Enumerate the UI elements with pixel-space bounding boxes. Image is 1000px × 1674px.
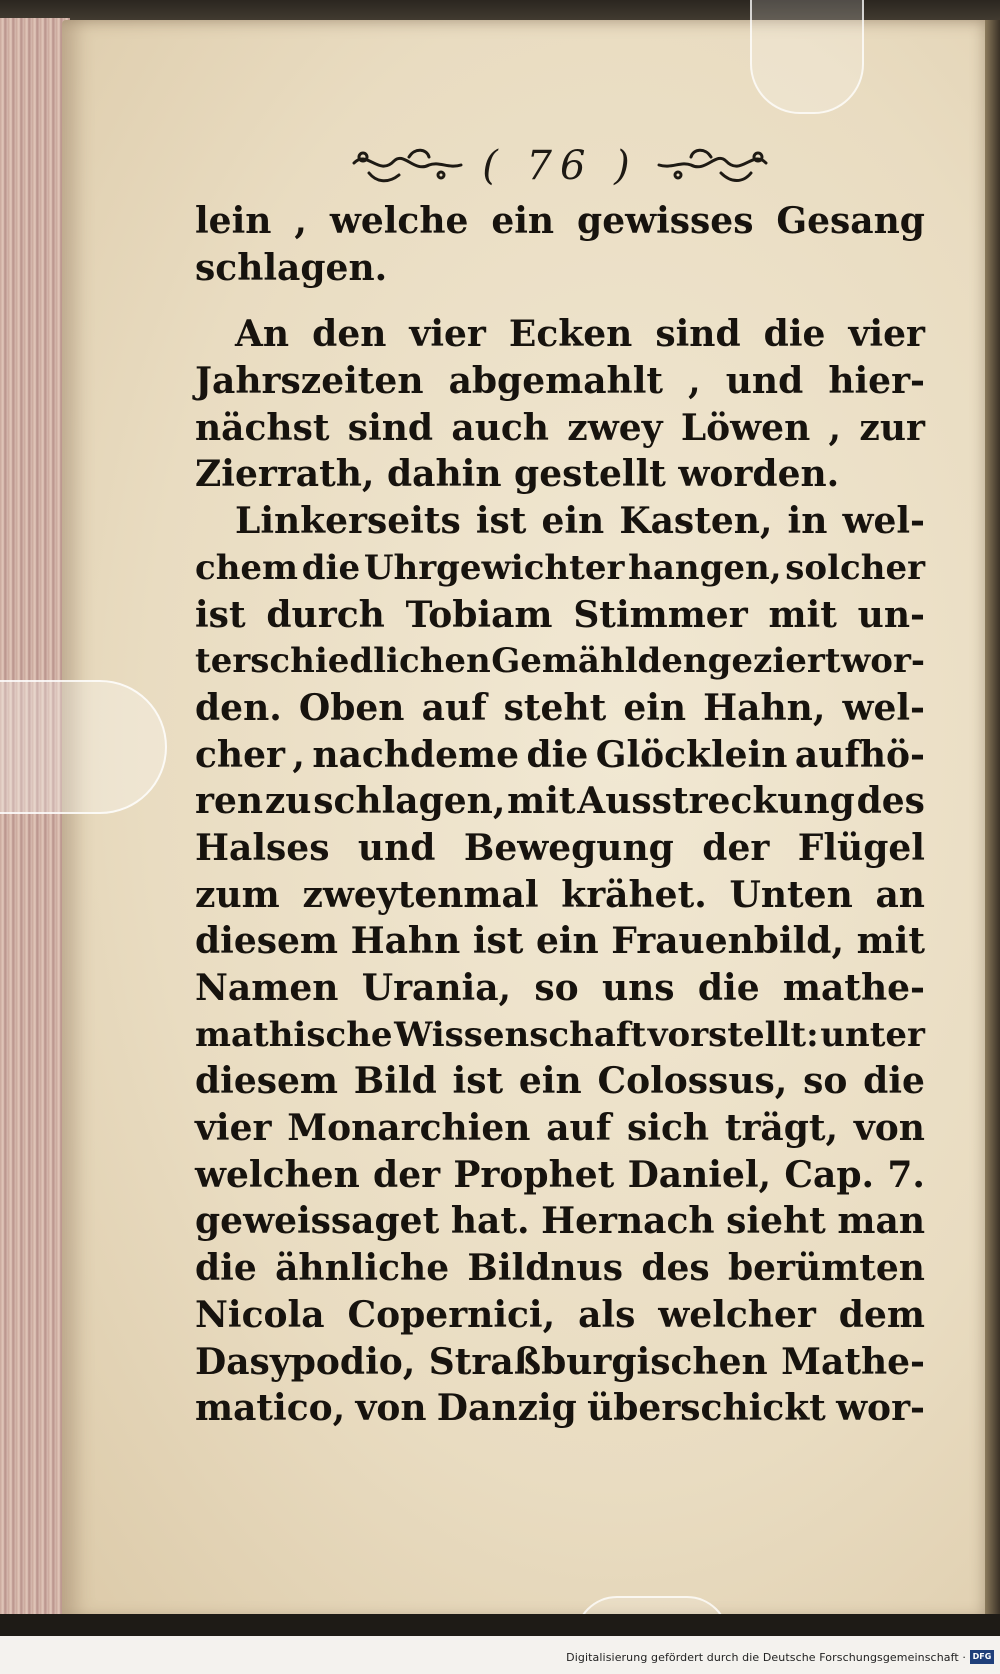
text-line: cher , nachdeme die Glöcklein aufhö- <box>195 733 925 776</box>
text-line: Halses und Bewegung der Flügel <box>195 826 925 869</box>
page-clip-left <box>0 680 167 814</box>
left-ornament-icon <box>349 143 464 189</box>
text-line: Nicola Copernici, als welcher dem <box>195 1293 925 1336</box>
page-stack-edge <box>0 18 70 1618</box>
text-line: vier Monarchien auf sich trägt, von <box>195 1107 925 1150</box>
text-line: welchen der Prophet Daniel, Cap. 7. <box>195 1153 925 1196</box>
text-line: Jahrszeiten abgemahlt , und hier- <box>195 360 925 403</box>
dfg-logo-icon: DFG <box>970 1650 994 1664</box>
text-line: chem die Uhrgewichter hangen, solcher <box>195 547 925 588</box>
text-line: den. Oben auf steht ein Hahn, wel- <box>195 686 925 729</box>
text-line: mathische Wissenschaft vorstellt: unter <box>195 1014 925 1055</box>
text-line: Namen Urania, so uns die mathe- <box>195 967 925 1009</box>
text-line: matico, von Danzig überschickt wor- <box>195 1387 925 1430</box>
book-right-edge <box>985 20 1000 1620</box>
page-body-text <box>195 198 925 1432</box>
text-line: nächst sind auch zwey Löwen , zur <box>195 406 925 449</box>
text-line: geweissaget hat. Hernach sieht man <box>195 1200 925 1243</box>
page-number: ( 76 ) <box>482 143 638 189</box>
text-line: terschiedlichen Gemähldengeziert wor- <box>195 641 925 682</box>
text-line: Linkerseits ist ein Kasten, in wel- <box>235 500 925 543</box>
text-line: Zierrath, dahin gestellt worden. <box>195 453 840 496</box>
text-line: die ähnliche Bildnus des berümten <box>195 1247 925 1290</box>
right-ornament-icon <box>656 143 771 189</box>
funding-credit: Digitalisierung gefördert durch die Deutsche Forschungsgemeinschaft · <box>566 1651 966 1664</box>
text-line: diesem Hahn ist ein Frauenbild, mit <box>195 920 925 963</box>
text-line: ren zu schlagen, mit Ausstreckung des <box>195 780 925 823</box>
page-clip-top <box>750 0 864 114</box>
text-line: Dasypodio, Straßburgischen Mathe- <box>195 1340 925 1383</box>
text-line: lein , welche ein gewisses Gesang <box>195 200 925 242</box>
book-bottom-edge <box>0 1614 1000 1638</box>
text-line: zum zweytenmal krähet. Unten an <box>195 873 925 916</box>
text-line: ist durch Tobiam Stimmer mit un- <box>195 593 925 636</box>
text-line: schlagen. <box>195 246 388 289</box>
text-line: diesem Bild ist ein Colossus, so die <box>195 1060 925 1103</box>
page-header <box>320 138 800 194</box>
text-line: An den vier Ecken sind die vier <box>235 313 925 356</box>
